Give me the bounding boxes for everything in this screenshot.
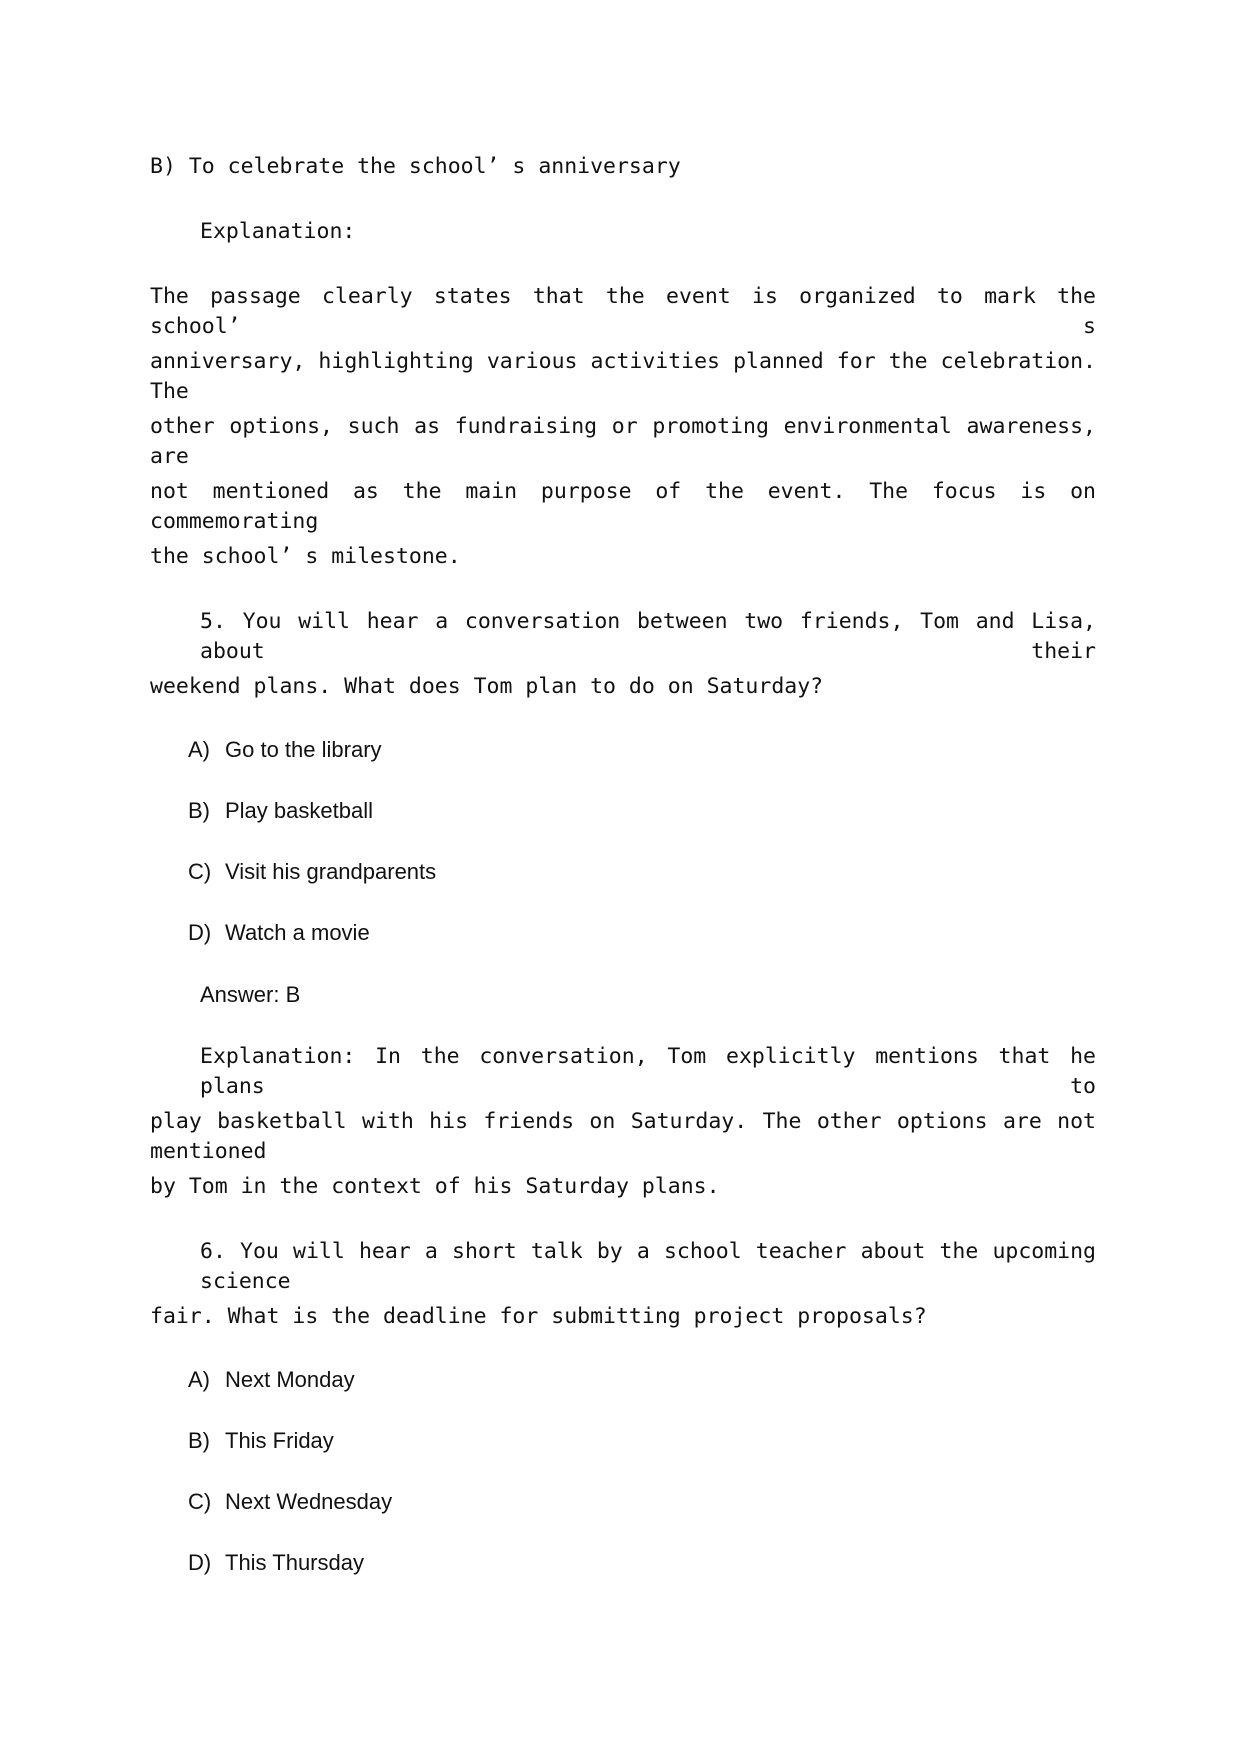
option-letter: C) [188, 859, 212, 884]
option-text: Next Monday [225, 1367, 355, 1392]
option-text: This Thursday [225, 1550, 364, 1575]
option-text: Go to the library [225, 737, 382, 762]
option-letter: D) [188, 1550, 212, 1575]
answer-line: Answer: B [200, 982, 301, 1007]
option-text: This Friday [225, 1428, 334, 1453]
explanation-line: The passage clearly states that the event is organized to mark the school’ s [150, 284, 1096, 339]
explanation-line: play basketball with his friends on Saturday. The other options are not mentioned [150, 1109, 1096, 1164]
option-text: Visit his grandparents [225, 859, 437, 884]
option-text: Watch a movie [225, 920, 370, 945]
explanation-line: Explanation: In the conversation, Tom explicitly mentions that he plans to [200, 1044, 1096, 1099]
question-5-text: weekend plans. What does Tom plan to do on Saturday? [150, 674, 824, 699]
option-text: Next Wednesday [225, 1489, 393, 1514]
option-text: Play basketball [225, 798, 373, 823]
explanation-line: the school’ s milestone. [150, 544, 461, 569]
explanation-label: Explanation: [200, 219, 356, 244]
question-6-text: 6. You will hear a short talk by a school teacher about the upcoming science [200, 1239, 1096, 1294]
question-6-text: fair. What is the deadline for submitting project proposals? [150, 1304, 927, 1329]
question-5-text: 5. You will hear a conversation between two friends, Tom and Lisa, about their [200, 609, 1096, 664]
option-letter: A) [188, 1367, 210, 1392]
explanation-line: other options, such as fundraising or promoting environmental awareness, are [150, 414, 1096, 469]
prev-answer-line: B) To celebrate the school’ s anniversary [150, 154, 681, 179]
option-letter: A) [188, 737, 210, 762]
option-letter: C) [188, 1489, 212, 1514]
explanation-line: by Tom in the context of his Saturday plans. [150, 1174, 720, 1199]
explanation-line: anniversary, highlighting various activities planned for the celebration. The [150, 349, 1096, 404]
option-letter: D) [188, 920, 212, 945]
option-letter: B) [188, 1428, 210, 1453]
option-letter: B) [188, 798, 210, 823]
explanation-line: not mentioned as the main purpose of the event. The focus is on commemorating [150, 479, 1096, 534]
